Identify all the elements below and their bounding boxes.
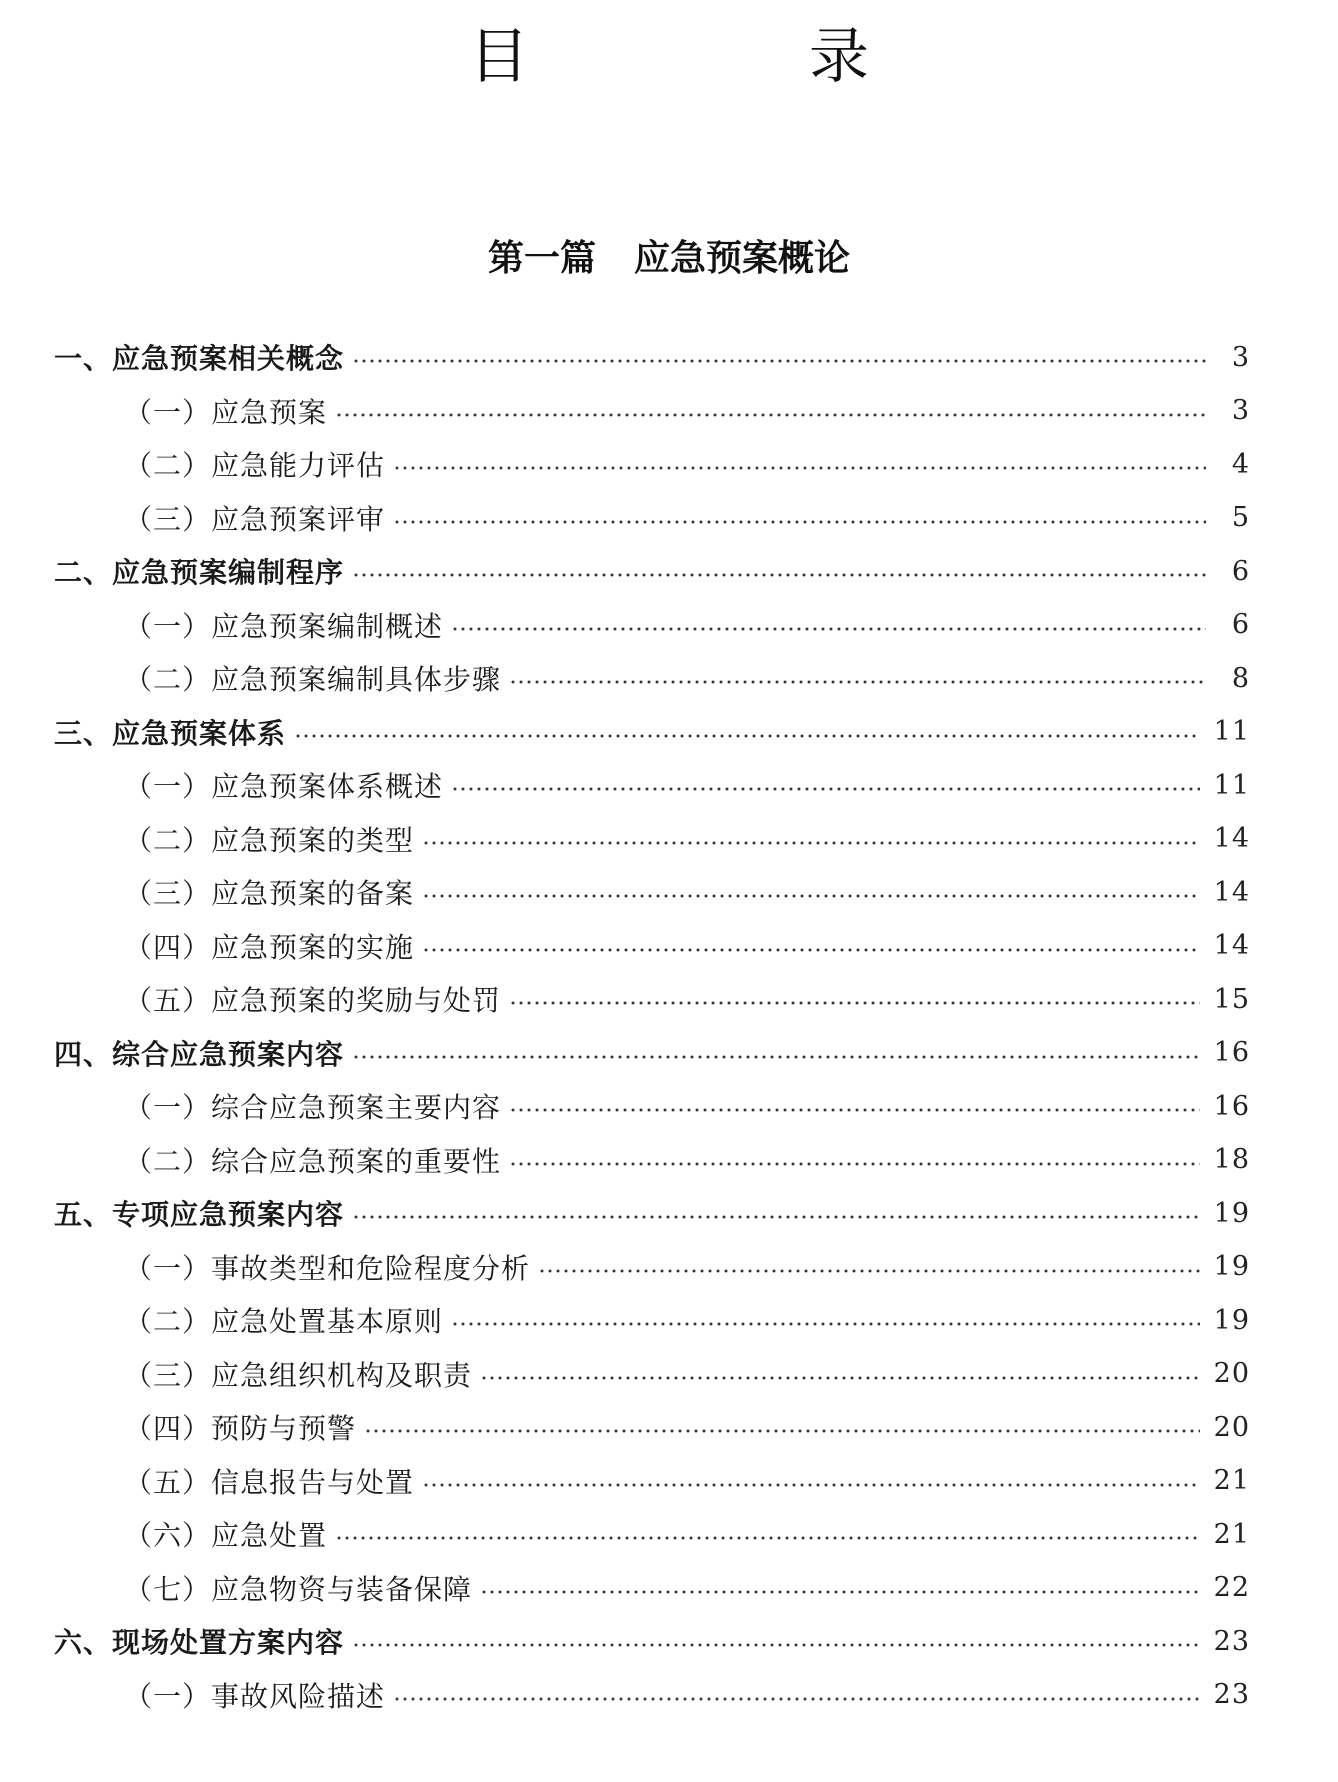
toc-subsection-entry[interactable] (124, 437, 1250, 491)
toc-dot-leader (352, 1055, 1200, 1059)
toc-entry-label: （二）应急预案编制具体步骤 (124, 663, 502, 696)
toc-entry-label: 三、应急预案体系 (54, 716, 287, 750)
toc-page-number: 19 (1213, 1197, 1250, 1229)
toc-entry-label: （一）应急预案体系概述 (124, 770, 444, 803)
toc-entry-label: （六）应急处置 (124, 1519, 328, 1552)
toc-entry-label: （二）应急能力评估 (124, 449, 386, 482)
toc-page-number: 11 (1213, 769, 1250, 801)
toc-page-number: 14 (1213, 876, 1250, 908)
toc-page-number: 14 (1213, 930, 1250, 961)
toc-subsection-entry[interactable] (124, 1400, 1250, 1454)
toc-entry-label: （五）信息报告与处置 (124, 1465, 415, 1499)
toc-subsection-entry[interactable] (124, 972, 1250, 1026)
toc-entry-label: （一）应急预案编制概述 (124, 609, 444, 643)
toc-page-number: 14 (1213, 823, 1250, 854)
toc-page-number: 21 (1213, 1465, 1250, 1496)
toc-page-number: 5 (1231, 502, 1250, 533)
toc-dot-leader (422, 1483, 1200, 1487)
toc-page-number: 3 (1231, 395, 1250, 426)
toc-entry-label: （一）事故类型和危险程度分析 (124, 1251, 531, 1285)
toc-page-number: 20 (1213, 1411, 1250, 1443)
toc-subsection-entry[interactable] (124, 1133, 1250, 1187)
toc-subsection-entry[interactable] (124, 1668, 1250, 1722)
toc-dot-leader (335, 413, 1206, 417)
part-title-prefix: 第一篇 (487, 237, 596, 279)
toc-page-number: 3 (1231, 341, 1250, 373)
toc-section-entry[interactable] (54, 330, 1250, 384)
toc-entry-label: （七）应急物资与装备保障 (124, 1572, 473, 1606)
toc-page-number: 23 (1213, 1625, 1250, 1657)
toc-entry-label: （三）应急预案的备案 (124, 877, 415, 910)
toc-subsection-entry[interactable] (124, 812, 1250, 866)
toc-section-entry[interactable] (54, 544, 1250, 598)
toc-entry-label: （二）应急预案的类型 (124, 823, 415, 857)
toc-subsection-entry[interactable] (124, 1454, 1250, 1508)
toc-page-number: 22 (1213, 1572, 1250, 1603)
toc-subsection-entry[interactable] (124, 1561, 1250, 1615)
toc-subsection-entry[interactable] (124, 598, 1250, 652)
toc-page-number: 6 (1231, 609, 1250, 640)
toc-subsection-entry[interactable] (124, 491, 1250, 545)
toc-entry-label: 四、综合应急预案内容 (54, 1037, 345, 1071)
toc-page-number: 11 (1213, 716, 1250, 747)
toc-page-number: 8 (1231, 662, 1250, 694)
toc-subsection-entry[interactable] (124, 865, 1250, 919)
toc-entry-label: （三）应急预案评审 (124, 502, 386, 536)
toc-dot-leader (451, 787, 1200, 791)
toc-dot-leader (509, 1108, 1200, 1112)
toc-page-number: 21 (1213, 1518, 1250, 1550)
toc-subsection-entry[interactable] (124, 1293, 1250, 1347)
toc-subsection-entry[interactable] (124, 758, 1250, 812)
toc-dot-leader (509, 1001, 1200, 1005)
toc-entry-label: 二、应急预案编制程序 (54, 556, 345, 589)
part-title-name: 应急预案概论 (634, 237, 851, 279)
toc-dot-leader (480, 1590, 1200, 1594)
toc-page-number: 4 (1231, 448, 1250, 480)
toc-entry-label: （一）事故风险描述 (124, 1679, 386, 1713)
toc-page-number: 20 (1213, 1358, 1250, 1389)
toc-entry-label: （二）综合应急预案的重要性 (124, 1144, 502, 1178)
toc-section-entry[interactable] (54, 1186, 1250, 1240)
toc-entry-label: 一、应急预案相关概念 (54, 342, 345, 375)
toc-subsection-entry[interactable] (124, 919, 1250, 973)
toc-subsection-entry[interactable] (124, 384, 1250, 438)
toc-entry-label: （一）应急预案 (124, 395, 328, 429)
toc-dot-leader (352, 359, 1206, 363)
toc-section-entry[interactable] (54, 1026, 1250, 1080)
toc-dot-leader (352, 573, 1206, 577)
toc-dot-leader (422, 841, 1200, 845)
toc-dot-leader (538, 1269, 1200, 1273)
toc-page-number: 6 (1231, 555, 1250, 587)
toc-page-number: 23 (1213, 1679, 1250, 1710)
toc-dot-leader (422, 948, 1200, 952)
toc-dot-leader (393, 1697, 1200, 1701)
part-title (0, 230, 1338, 286)
toc-subsection-entry[interactable] (124, 651, 1250, 705)
toc-entry-label: 六、现场处置方案内容 (54, 1626, 345, 1659)
toc-entry-label: （四）应急预案的实施 (124, 930, 415, 964)
toc-subsection-entry[interactable] (124, 1507, 1250, 1561)
toc-dot-leader (480, 1376, 1200, 1380)
toc-dot-leader (352, 1215, 1200, 1219)
toc-subsection-entry[interactable] (124, 1240, 1250, 1294)
page-title: 目 录 (469, 22, 979, 92)
toc-page-number: 16 (1213, 1037, 1250, 1068)
toc-entry-label: 五、专项应急预案内容 (54, 1198, 345, 1231)
toc-subsection-entry[interactable] (124, 1347, 1250, 1401)
toc-entry-label: （三）应急组织机构及职责 (124, 1358, 473, 1392)
toc-entry-label: （二）应急处置基本原则 (124, 1305, 444, 1338)
toc-page-number: 15 (1213, 983, 1250, 1015)
toc-dot-leader (364, 1429, 1200, 1433)
toc-dot-leader (352, 1643, 1200, 1647)
toc-page-number: 16 (1213, 1090, 1250, 1122)
toc-section-entry[interactable] (54, 705, 1250, 759)
toc-section-entry[interactable] (54, 1614, 1250, 1668)
toc-entry-label: （五）应急预案的奖励与处罚 (124, 984, 502, 1017)
toc-dot-leader (509, 1162, 1200, 1166)
toc-dot-leader (509, 680, 1206, 684)
toc-page-number: 19 (1213, 1251, 1250, 1282)
toc-dot-leader (393, 520, 1206, 524)
toc-dot-leader (294, 734, 1200, 738)
toc-dot-leader (393, 466, 1206, 470)
toc-page-number: 19 (1213, 1304, 1250, 1336)
toc-page-number: 18 (1213, 1144, 1250, 1175)
toc-dot-leader (451, 627, 1206, 631)
toc-entry-label: （四）预防与预警 (124, 1412, 357, 1445)
toc-entry-label: （一）综合应急预案主要内容 (124, 1091, 502, 1124)
toc-dot-leader (335, 1536, 1200, 1540)
toc-dot-leader (422, 894, 1200, 898)
toc-subsection-entry[interactable] (124, 1079, 1250, 1133)
toc-dot-leader (451, 1322, 1200, 1326)
